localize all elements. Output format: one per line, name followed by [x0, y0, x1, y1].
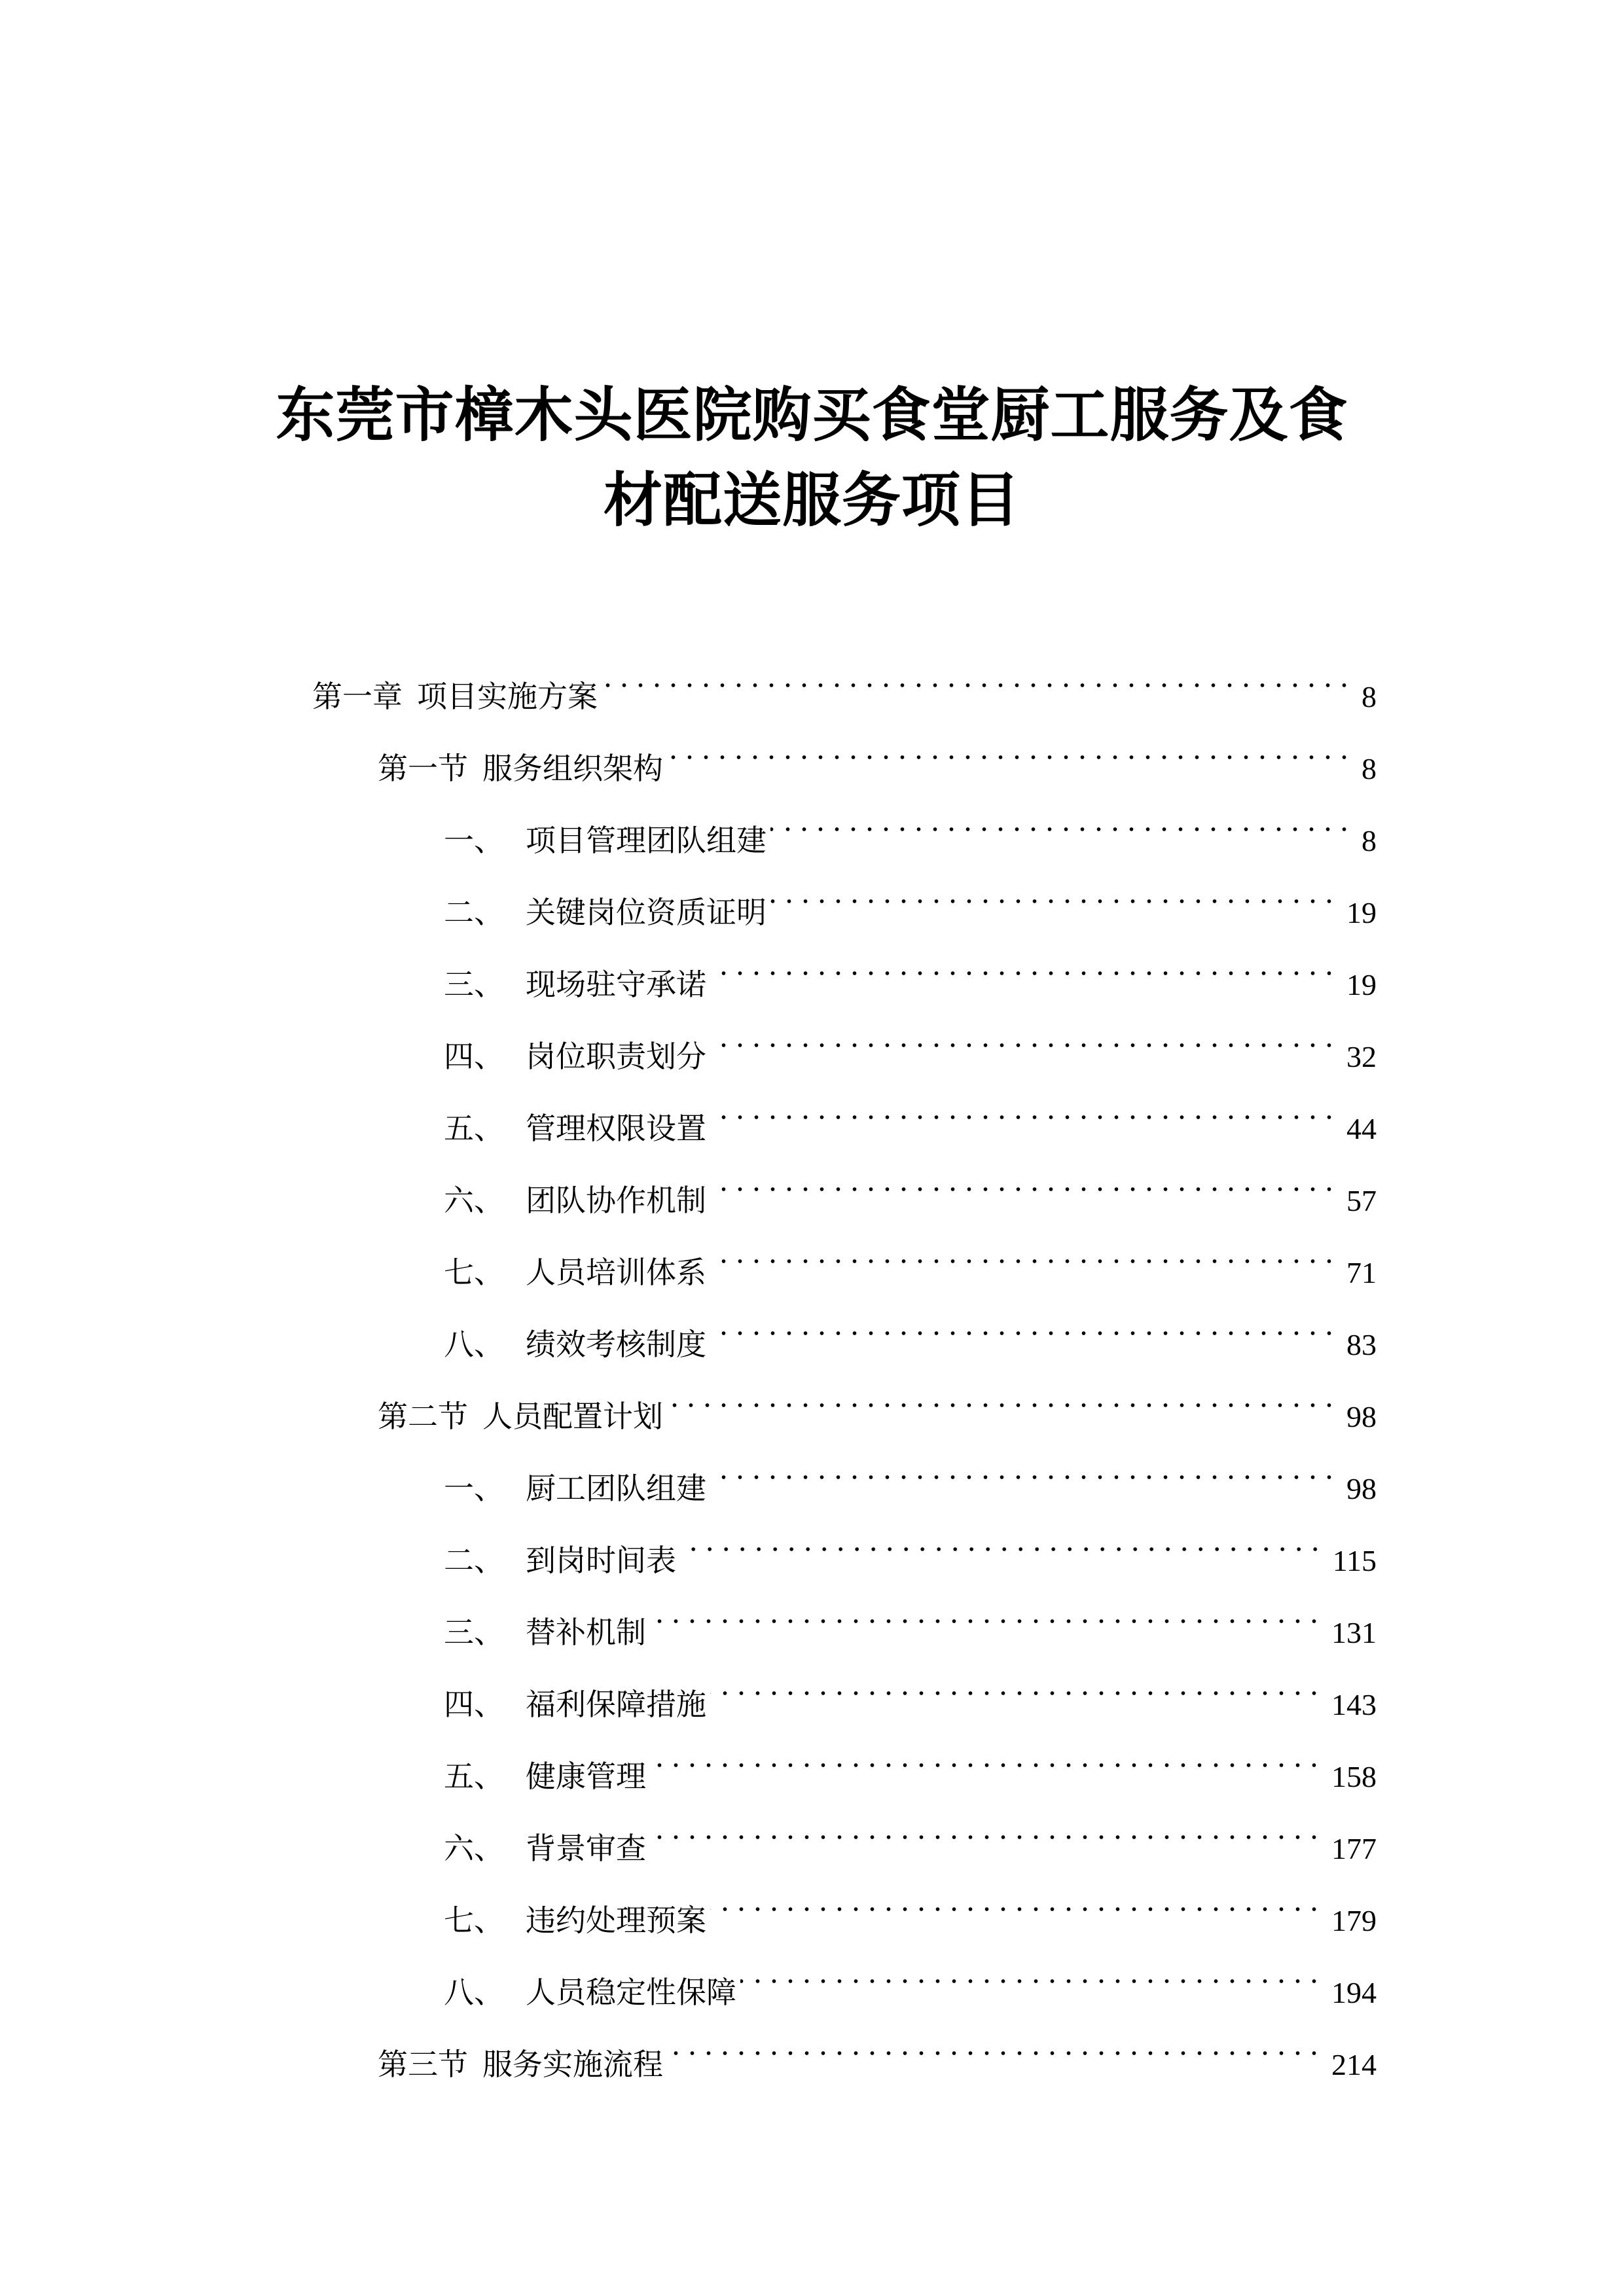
toc-prefix: 四、	[444, 1687, 504, 1722]
toc-text: 健康管理	[526, 1759, 646, 1794]
toc-text: 项目实施方案	[417, 679, 598, 714]
dot-leader	[740, 1931, 1322, 2003]
toc-page-number: 71	[1346, 1256, 1377, 1289]
toc-text: 到岗时间表	[526, 1543, 676, 1578]
toc-text: 人员稳定性保障	[526, 1975, 736, 2010]
toc-prefix: 一、	[444, 823, 504, 858]
dot-leader	[650, 1715, 1322, 1787]
toc-prefix: 七、	[444, 1255, 504, 1290]
toc-page-number: 98	[1346, 1472, 1377, 1505]
toc-item[interactable]	[0, 1283, 1624, 1362]
dot-leader	[710, 1427, 1337, 1499]
dot-leader	[650, 1787, 1322, 1859]
dot-leader	[710, 1067, 1337, 1139]
toc-item[interactable]	[0, 1139, 1624, 1218]
dot-leader	[667, 1355, 1337, 1427]
title-line-2: 材配送服务项目	[604, 466, 1020, 535]
toc-text: 管理权限设置	[526, 1111, 706, 1146]
toc-prefix: 第一节	[378, 751, 468, 786]
dot-leader	[770, 779, 1352, 851]
toc-item[interactable]	[0, 851, 1624, 930]
toc-section-2[interactable]	[0, 1355, 1624, 1434]
dot-leader	[710, 1859, 1322, 1931]
toc-page-number: 158	[1331, 1760, 1377, 1793]
toc-prefix: 四、	[444, 1039, 504, 1074]
toc-text: 团队协作机制	[526, 1183, 706, 1218]
toc-text: 服务实施流程	[482, 2047, 663, 2082]
toc-text: 人员配置计划	[482, 1399, 663, 1434]
toc-page-number: 32	[1346, 1040, 1377, 1073]
dot-leader	[710, 1283, 1337, 1355]
toc-text: 绩效考核制度	[526, 1327, 706, 1362]
toc-text: 违约处理预案	[526, 1903, 706, 1938]
toc-prefix: 一、	[444, 1471, 504, 1506]
toc-prefix: 第三节	[378, 2047, 468, 2082]
toc-page-number: 83	[1346, 1328, 1377, 1361]
toc-item[interactable]	[0, 1715, 1624, 1794]
toc-item[interactable]	[0, 1427, 1624, 1506]
toc-page-number: 98	[1346, 1400, 1377, 1433]
toc-page-number: 194	[1331, 1976, 1377, 2009]
title-line-1: 东莞市樟木头医院购买食堂厨工服务及食	[276, 381, 1348, 450]
toc-page-number: 44	[1346, 1112, 1377, 1145]
toc-text: 背景审查	[526, 1831, 646, 1866]
toc-page-number: 115	[1332, 1544, 1377, 1577]
toc-prefix: 三、	[444, 967, 504, 1002]
dot-leader	[680, 1499, 1324, 1571]
dot-leader	[710, 1211, 1337, 1283]
dot-leader	[667, 2003, 1322, 2075]
toc-page-number: 143	[1331, 1688, 1377, 1721]
toc-item[interactable]	[0, 1211, 1624, 1290]
dot-leader	[710, 1643, 1322, 1715]
toc-item[interactable]	[0, 995, 1624, 1074]
toc-prefix: 五、	[444, 1111, 504, 1146]
toc-prefix: 三、	[444, 1615, 504, 1650]
toc-page-number: 8	[1362, 824, 1377, 857]
toc-prefix: 二、	[444, 895, 504, 930]
dot-leader	[710, 995, 1337, 1067]
toc-text: 岗位职责划分	[526, 1039, 706, 1074]
toc-item[interactable]	[0, 1859, 1624, 1938]
toc-prefix: 八、	[444, 1975, 504, 2010]
toc-page-number: 57	[1346, 1184, 1377, 1217]
toc-section-3[interactable]	[0, 2003, 1624, 2082]
toc-item[interactable]	[0, 1787, 1624, 1866]
table-of-contents	[0, 635, 1624, 2082]
toc-page-number: 8	[1362, 752, 1377, 785]
toc-prefix: 五、	[444, 1759, 504, 1794]
toc-section-1[interactable]	[0, 707, 1624, 786]
toc-prefix: 六、	[444, 1183, 504, 1218]
toc-page-number: 131	[1331, 1616, 1377, 1649]
toc-text: 项目管理团队组建	[526, 823, 767, 858]
toc-prefix: 二、	[444, 1543, 504, 1578]
toc-prefix: 六、	[444, 1831, 504, 1866]
toc-item[interactable]	[0, 1067, 1624, 1146]
toc-prefix: 第一章	[312, 679, 403, 714]
document-title	[0, 373, 1624, 543]
toc-item[interactable]	[0, 1643, 1624, 1722]
toc-item[interactable]	[0, 923, 1624, 1002]
toc-page-number: 8	[1362, 680, 1377, 713]
toc-text: 替补机制	[526, 1615, 646, 1650]
toc-chapter-1[interactable]	[0, 635, 1624, 714]
toc-text: 福利保障措施	[526, 1687, 706, 1722]
toc-item[interactable]	[0, 1931, 1624, 2010]
toc-page-number: 19	[1346, 968, 1377, 1001]
toc-item[interactable]	[0, 1499, 1624, 1578]
toc-page-number: 177	[1331, 1832, 1377, 1865]
dot-leader	[650, 1571, 1322, 1643]
toc-page-number: 214	[1331, 2048, 1377, 2081]
toc-item[interactable]	[0, 779, 1624, 858]
toc-prefix: 八、	[444, 1327, 504, 1362]
toc-text: 厨工团队组建	[526, 1471, 706, 1506]
toc-text: 服务组织架构	[482, 751, 663, 786]
dot-leader	[710, 923, 1337, 995]
dot-leader	[602, 635, 1352, 707]
dot-leader	[667, 707, 1352, 779]
toc-text: 人员培训体系	[526, 1255, 706, 1290]
toc-text: 关键岗位资质证明	[526, 895, 767, 930]
dot-leader	[770, 851, 1337, 923]
dot-leader	[710, 1139, 1337, 1211]
toc-prefix: 第二节	[378, 1399, 468, 1434]
toc-page-number: 19	[1346, 896, 1377, 929]
toc-page-number: 179	[1331, 1904, 1377, 1937]
toc-text: 现场驻守承诺	[526, 967, 706, 1002]
toc-prefix: 七、	[444, 1903, 504, 1938]
toc-item[interactable]	[0, 1571, 1624, 1650]
